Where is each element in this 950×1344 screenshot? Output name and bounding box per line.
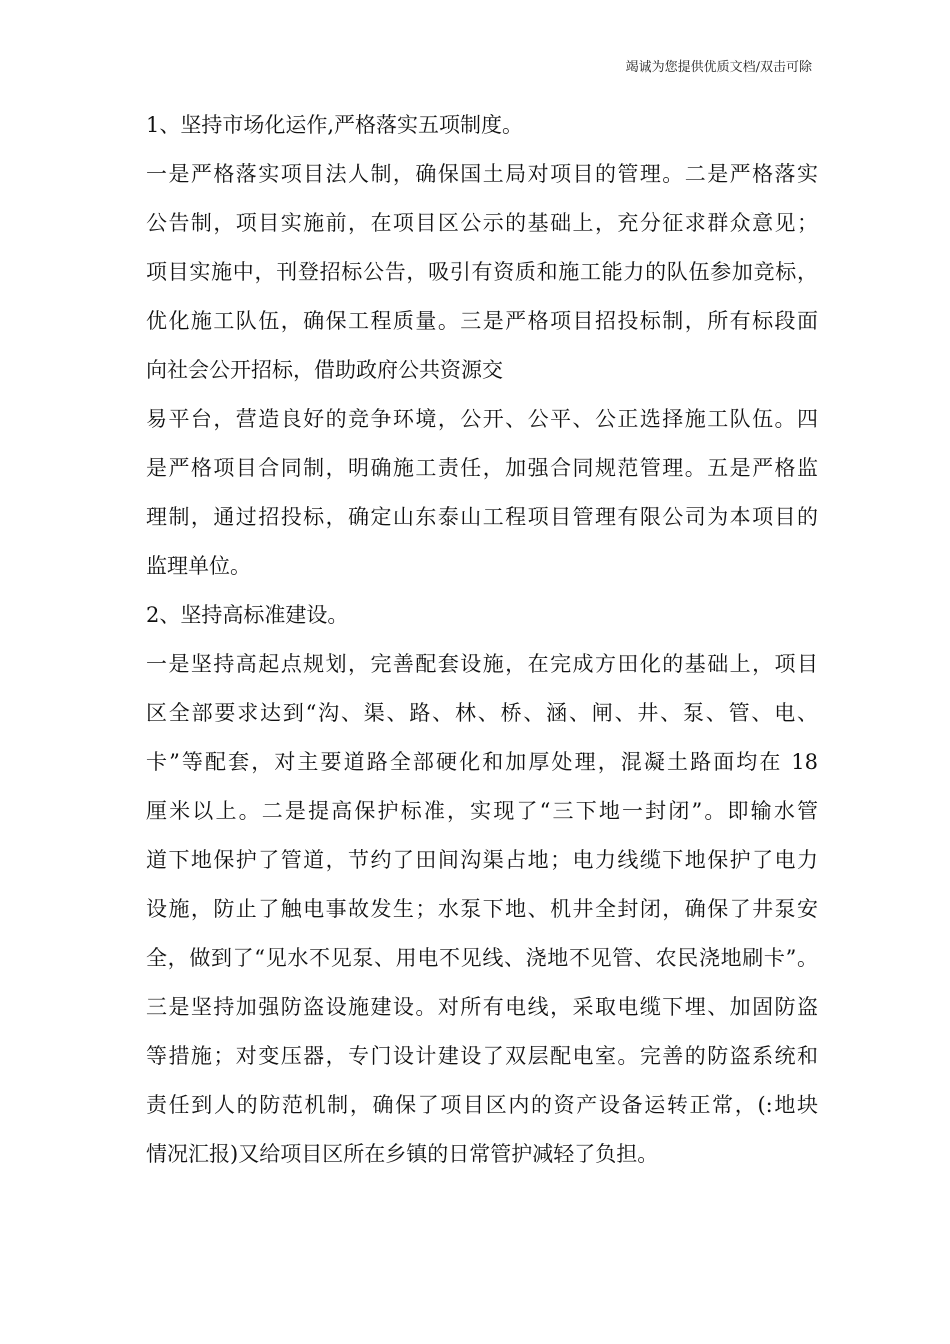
text-line: 理制，通过招投标，确定山东泰山工程项目管理有限公司为本项目的: [146, 505, 818, 529]
text-line: 道下地保护了管道，节约了田间沟渠占地；电力线缆下地保护了电力: [146, 848, 818, 872]
text-line: 监理单位。: [146, 554, 251, 578]
text-line: 1、坚持市场化运作,严格落实五项制度。: [146, 113, 524, 137]
text-line: 公告制，项目实施前，在项目区公示的基础上，充分征求群众意见；: [146, 211, 818, 235]
header-note: 竭诚为您提供优质文档/双击可除: [625, 60, 812, 75]
text-line: 责任到人的防范机制，确保了项目区内的资产设备运转正常，(:地块: [146, 1093, 818, 1117]
text-line: 一是坚持高起点规划，完善配套设施，在完成方田化的基础上，项目: [146, 652, 818, 676]
text-line: 等措施；对变压器，专门设计建设了双层配电室。完善的防盗系统和: [146, 1044, 818, 1068]
text-line: 卡”等配套，对主要道路全部硬化和加厚处理，混凝土路面均在 18: [146, 750, 818, 774]
text-line: 情况汇报)又给项目区所在乡镇的日常管护减轻了负担。: [146, 1142, 659, 1166]
text-line: 易平台，营造良好的竞争环境，公开、公平、公正选择施工队伍。四: [146, 407, 818, 431]
text-line: 2、坚持高标准建设。: [146, 603, 349, 627]
text-line: 一是严格落实项目法人制，确保国土局对项目的管理。二是严格落实: [146, 162, 818, 186]
text-line: 项目实施中，刊登招标公告，吸引有资质和施工能力的队伍参加竞标，: [146, 260, 818, 284]
text-line: 全，做到了“见水不见泵、用电不见线、浇地不见管、农民浇地刷卡”。: [146, 946, 818, 970]
text-line: 区全部要求达到“沟、渠、路、林、桥、涵、闸、井、泵、管、电、: [146, 701, 818, 725]
text-line: 向社会公开招标，借助政府公共资源交: [146, 358, 503, 382]
text-line: 设施，防止了触电事故发生；水泵下地、机井全封闭，确保了井泵安: [146, 897, 818, 921]
document-body: [146, 101, 818, 1179]
text-line: 是严格项目合同制，明确施工责任，加强合同规范管理。五是严格监: [146, 456, 818, 480]
text-line: 厘米以上。二是提高保护标准，实现了“三下地一封闭”。即输水管: [146, 799, 818, 823]
text-line: 三是坚持加强防盗设施建设。对所有电线，采取电缆下埋、加固防盗: [146, 995, 818, 1019]
text-line: 优化施工队伍，确保工程质量。三是严格项目招投标制，所有标段面: [146, 309, 818, 333]
